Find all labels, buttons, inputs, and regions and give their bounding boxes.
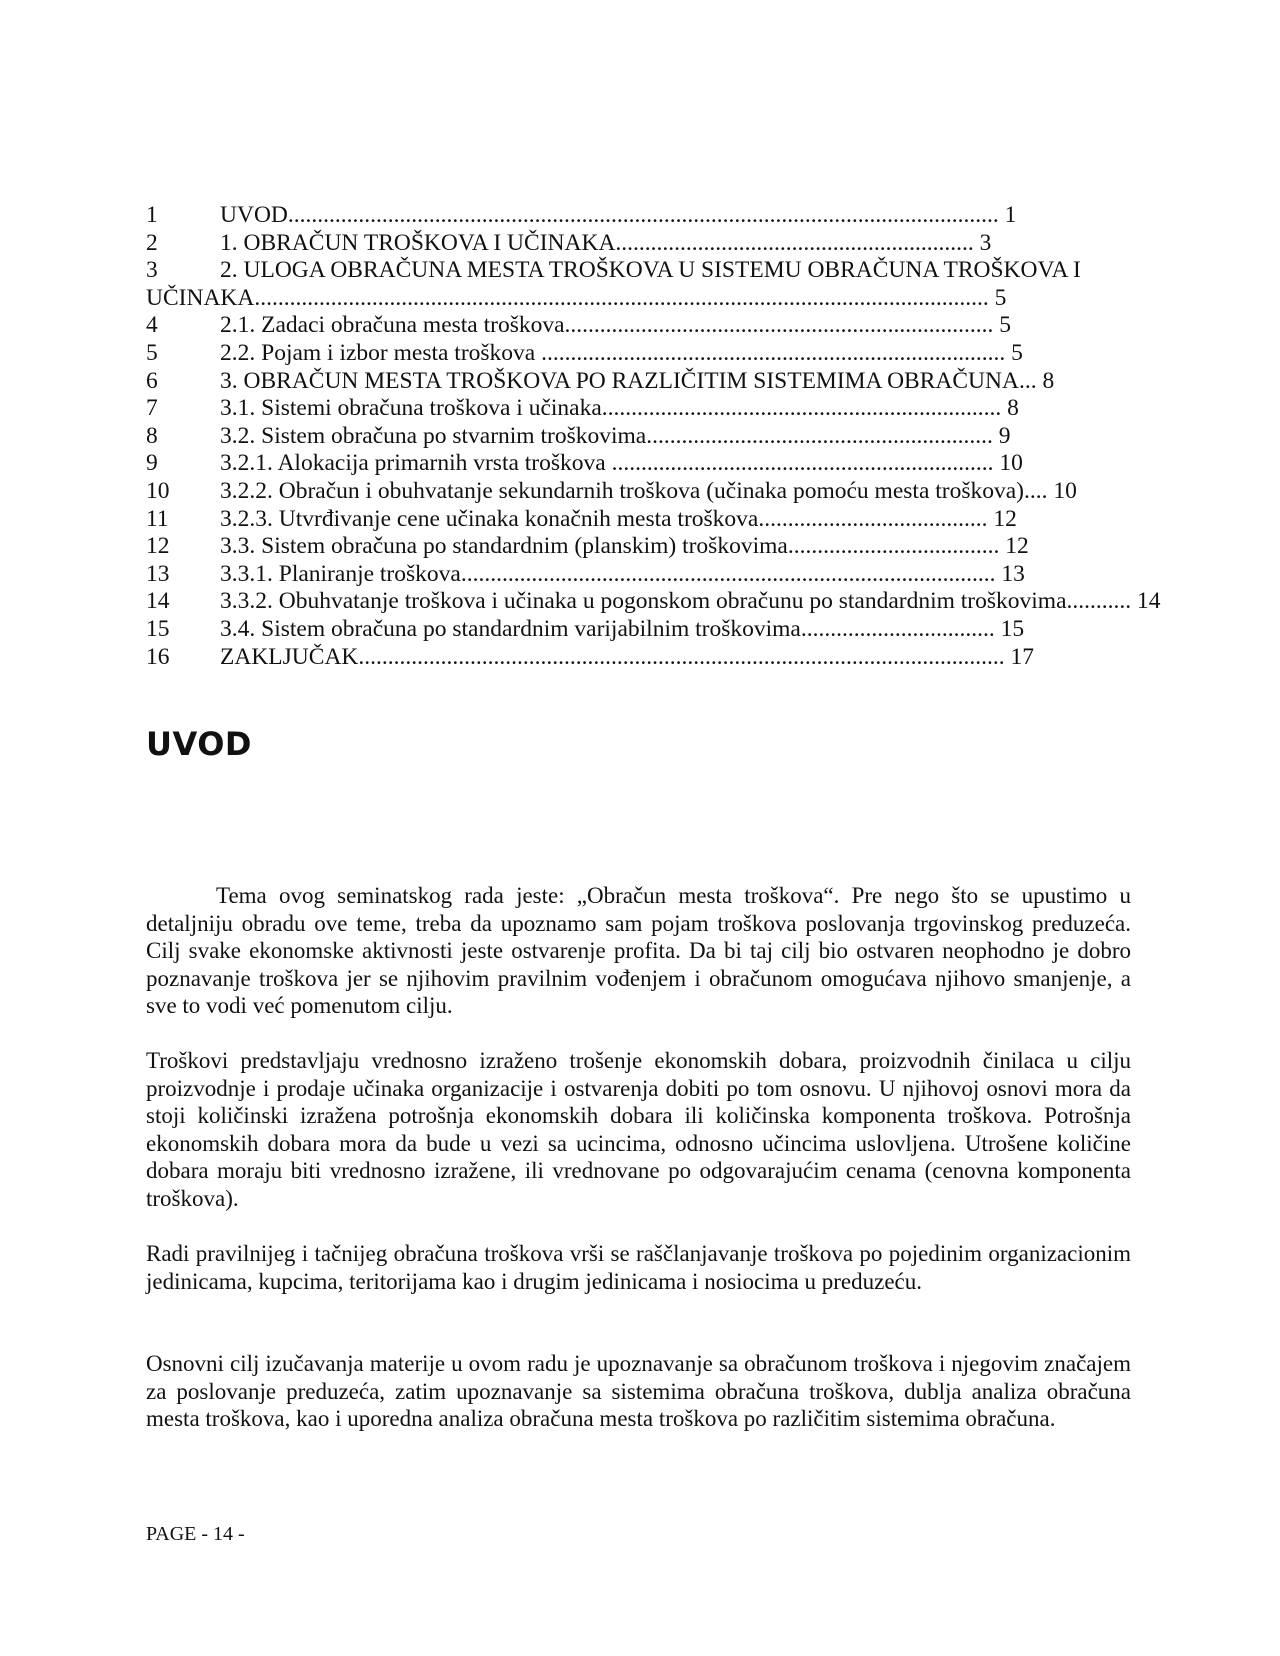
toc-entry[interactable]: [146, 644, 1246, 672]
page-footer: PAGE - 14 -: [146, 1523, 245, 1545]
toc-entry[interactable]: [146, 312, 1246, 340]
toc-entry-number: 8: [146, 422, 158, 449]
toc-entry[interactable]: [146, 395, 1246, 423]
body-paragraph: Tema ovog seminatskog rada jeste: „Obračun mesta troškova“. Pre nego što se upustimo u detaljniju obradu ove teme, treba da upoznamo sam pojam troškova poslovanja trgovinskog preduzeća. Cilj svake ekonomske aktivnosti jeste ostvarenje profita. Da bi taj cilj bio ostvaren neophodno je dobro poznavanje troškova jer se njihovim pravilnim vođenjem i obračunom omogućava njihovo smanjenje, a sve to vodi već pomenutom cilju.: [146, 883, 1131, 1019]
toc-entry[interactable]: [146, 450, 1246, 478]
toc-entry-number: 1: [146, 202, 158, 228]
toc-entry-text: 3. OBRAČUN MESTA TROŠKOVA PO RAZLIČITIM SISTEMIMA OBRAČUNA... 8: [220, 367, 1055, 394]
body-paragraph: Osnovni cilj izučavanja materije u ovom radu je upoznavanje sa obračunom troškova i njegovim značajem za poslovanje preduzeća, zatim upoznavanje sa sistemima obračuna troškova, dublja analiza obračuna mesta troškova, kao i uporedna analiza obračuna mesta troškova po različitim sistemima obračuna.: [146, 1351, 1131, 1432]
table-of-contents: [146, 202, 1246, 671]
toc-entry[interactable]: [146, 368, 1246, 396]
toc-entry-number: 6: [146, 367, 158, 394]
toc-entry-text: 3.2.3. Utvrđivanje cene učinaka konačnih mesta troškova....................................... 12: [220, 505, 1017, 532]
toc-entry[interactable]: [146, 561, 1246, 589]
toc-entry[interactable]: [146, 533, 1246, 561]
toc-entry-number: 9: [146, 450, 158, 477]
toc-entry[interactable]: [146, 616, 1246, 644]
toc-entry-number: 16: [146, 643, 170, 670]
toc-entry[interactable]: [146, 340, 1246, 368]
toc-entry-number: 5: [146, 339, 158, 366]
toc-entry-number: 3: [146, 257, 158, 284]
toc-entry-text: 2.1. Zadaci obračuna mesta troškova......................................................................... 5: [220, 312, 1012, 339]
toc-entry[interactable]: [146, 588, 1246, 616]
toc-entry-text: 3.2.2. Obračun i obuhvatanje sekundarnih troškova (učinaka pomoću mesta troškova).... 10: [220, 477, 1077, 504]
toc-entry-number: 14: [146, 588, 170, 615]
toc-entry-text: 3.3.2. Obuhvatanje troškova i učinaka u pogonskom obračunu po standardnim troškovima........... 14: [220, 588, 1161, 615]
toc-entry-number: 10: [146, 477, 170, 504]
toc-entry-text: 3.1. Sistemi obračuna troškova i učinaka.................................................................... 8: [220, 395, 1019, 422]
toc-entry-number: 7: [146, 395, 158, 422]
toc-entry-number: 11: [146, 505, 169, 532]
toc-entry-text: 3.4. Sistem obračuna po standardnim varijabilnim troškovima................................. 15: [220, 615, 1025, 642]
toc-entry[interactable]: [146, 202, 1246, 230]
toc-entry-number: 15: [146, 615, 170, 642]
toc-entry-number: 13: [146, 560, 170, 587]
toc-entry-number: 12: [146, 533, 170, 560]
toc-entry-text: 3.3. Sistem obračuna po standardnim (planskim) troškovima.................................... 12: [220, 533, 1029, 560]
toc-entry[interactable]: [146, 423, 1246, 451]
toc-entry-text: 2. ULOGA OBRAČUNA MESTA TROŠKOVA U SISTEMU OBRAČUNA TROŠKOVA I UČINAKA............................................................................................................................. 5: [146, 257, 1081, 311]
toc-entry[interactable]: [146, 506, 1246, 534]
toc-entry-text: ZAKLJUČAK.............................................................................................................. 17: [220, 643, 1035, 670]
section-heading: UVOD: [146, 725, 252, 763]
toc-entry-text: 3.2. Sistem obračuna po stvarnim troškovima........................................................... 9: [220, 422, 1011, 449]
toc-entry-text: 3.2.1. Alokacija primarnih vrsta troškova ................................................................. 10: [220, 450, 1023, 477]
toc-entry-text: 2.2. Pojam i izbor mesta troškova ............................................................................... 5: [220, 339, 1023, 366]
toc-entry[interactable]: [146, 257, 1126, 312]
toc-entry-text: 3.3.1. Planiranje troškova........................................................................................... 13: [220, 560, 1025, 587]
toc-entry-number: 4: [146, 312, 158, 339]
body-paragraph: Radi pravilnijeg i tačnijeg obračuna troškova vrši se raščlanjavanje troškova po pojedinim organizacionim jedinicama, kupcima, teritorijama kao i drugim jedinicama i nosiocima u preduzeću.: [146, 1241, 1131, 1294]
toc-entry[interactable]: [146, 230, 1246, 258]
toc-entry-text: UVOD......................................................................................................................... 1: [220, 202, 1017, 228]
toc-entry-text: 1. OBRAČUN TROŠKOVA I UČINAKA............................................................. 3: [220, 229, 992, 256]
toc-entry[interactable]: [146, 478, 1246, 506]
toc-entry-number: 2: [146, 229, 158, 256]
body-paragraph: Troškovi predstavljaju vrednosno izraženo trošenje ekonomskih dobara, proizvodnih činilaca u cilju proizvodnje i prodaje učinaka organizacije i ostvarenja dobiti po tom osnovu. U njihovoj osnovi mora da stoji količinski izražena potrošnja ekonomskih dobara ili količinska komponenta troškova. Potrošnja ekonomskih dobara mora da bude u vezi sa ucincima, odnosno učincima uslovljena. Utrošene količine dobara moraju biti vrednosno izražene, ili vrednovane po odgovarajućim cenama (cenovna komponenta troškova).: [146, 1048, 1131, 1211]
